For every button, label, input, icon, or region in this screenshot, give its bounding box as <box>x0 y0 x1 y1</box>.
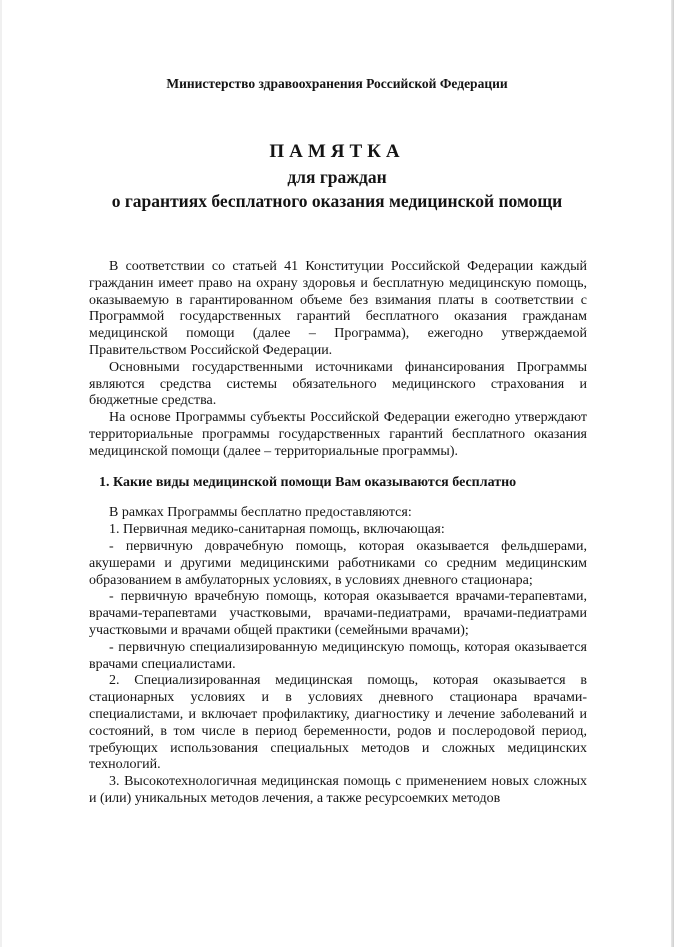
ministry-header: Министерство здравоохранения Российской Федерации <box>166 76 508 91</box>
section-1-item-2: 2. Специализированная медицинская помощь, которая оказывается в стационарных условиях и в условиях дневного стационара врачами-специалистами, и включает профилактику, диагностику и лечение заболеваний и состояний, в том числе в период беременности, родов и послеродовой период, требующих использования специальных методов и сложных медицинских технологий. <box>89 673 587 773</box>
section-1-item-1c: - первичную специализированную медицинскую помощь, которая оказывается врачами специалистами. <box>89 639 587 672</box>
section-1-item-1: 1. Первичная медико-санитарная помощь, включающая: <box>109 522 445 538</box>
intro-paragraph-3: На основе Программы субъекты Российской Федерации ежегодно утверждают территориальные программы государственных гарантий бесплатного оказания медицинской помощи (далее – территориальные программы). <box>89 410 587 459</box>
intro-paragraph-2: Основными государственными источниками финансирования Программы являются средства системы обязательного медицинского страхования и бюджетные средства. <box>89 359 587 409</box>
section-1-lead: В рамках Программы бесплатно предоставляются: <box>109 505 412 521</box>
title-for-citizens: для граждан <box>287 167 387 187</box>
section-1-item-1a: - первичную доврачебную помощь, которая оказывается фельдшерами, акушерами и другими медицинскими работниками со средним медицинским образованием в амбулаторных условиях, в условиях дневного стационара; <box>89 538 587 588</box>
document-body <box>89 259 587 808</box>
section-1-heading: 1. Какие виды медицинской помощи Вам оказываются бесплатно <box>99 474 517 490</box>
title-block <box>0 139 674 213</box>
section-1-item-1b: - первичную врачебную помощь, которая оказывается врачами-терапевтами, врачами-терапевтами участковыми, врачами-педиатрами, врачами-педиатрами участковыми и врачами общей практики (семейными врачами); <box>89 589 587 638</box>
intro-paragraph-1: В соответствии со статьей 41 Конституции Российской Федерации каждый гражданин имеет право на охрану здоровья и бесплатную медицинскую помощь, оказываемую в гарантированном объеме без взимания платы в соответствии с Программой государственных гарантий бесплатного оказания гражданам медицинской помощи (далее – Программа), ежегодно утверждаемой Правительством Российской Федерации. <box>89 259 587 358</box>
section-1-item-3: 3. Высокотехнологичная медицинская помощь с применением новых сложных и (или) уникальных методов лечения, а также ресурсоемких методов <box>89 774 587 806</box>
title-subject: о гарантиях бесплатного оказания медицинской помощи <box>111 191 563 211</box>
title-memo: ПАМЯТКА <box>269 141 405 162</box>
